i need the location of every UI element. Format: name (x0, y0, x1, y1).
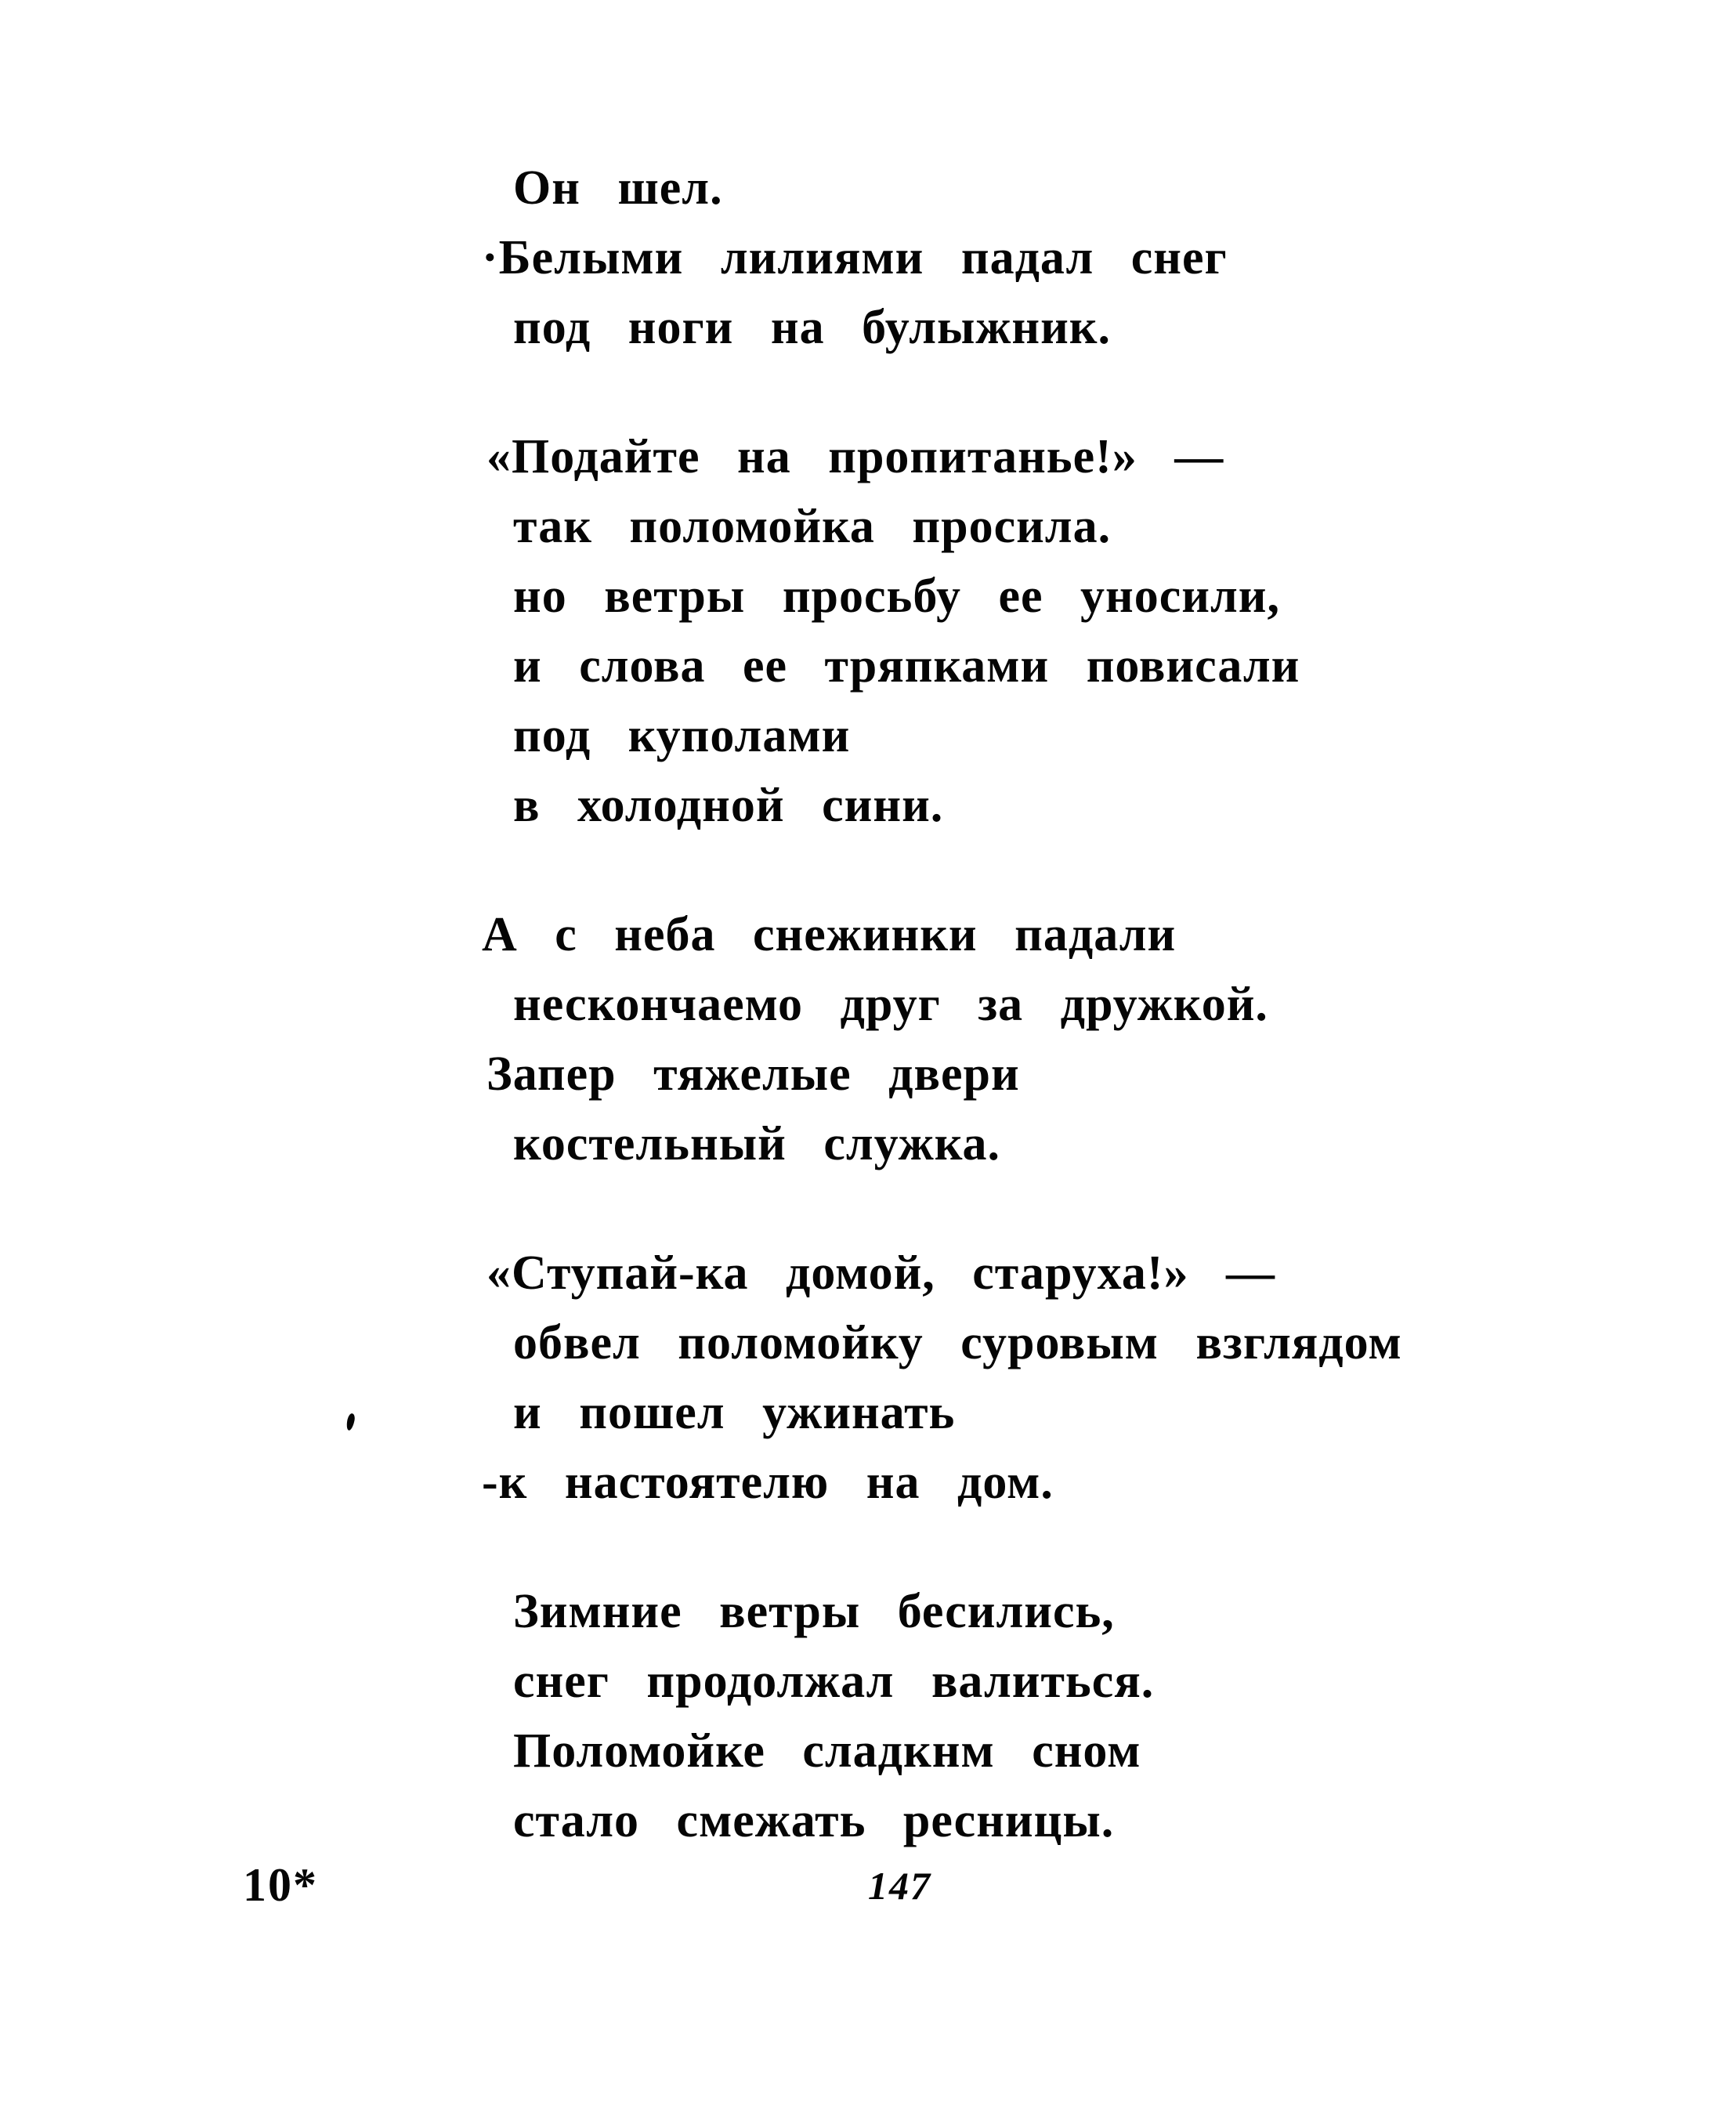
poem-line: в холодной сини. (513, 779, 944, 832)
stanza-1 (482, 154, 1626, 363)
poem-line: обвел поломойку суровым взглядом (513, 1316, 1402, 1369)
poem-line: «Ступай-ка домой, старуха!» — (486, 1246, 1276, 1300)
poem-line: так поломойка просила. (513, 500, 1112, 553)
poem-line: А с неба снежинки падали (482, 908, 1177, 961)
printer-signature-mark: 10* (243, 1859, 318, 1911)
stanza-4 (482, 1239, 1626, 1518)
poem-line: Он шел. (513, 161, 723, 215)
stanza-3 (482, 900, 1626, 1179)
poem-line: Поломойке сладкнм сном (513, 1724, 1141, 1778)
ink-speck (345, 1413, 356, 1431)
poem-line: Запер тяжелые двери (486, 1047, 1020, 1101)
poem-line: стало смежать ресницы. (513, 1794, 1115, 1847)
stanza-5 (513, 1577, 1626, 1856)
poem-line: под ноги на булыжник. (513, 301, 1112, 354)
poem-line: нескончаемо друг за дружкой. (513, 978, 1268, 1031)
poem-line: «Подайте на пропитанье!» — (486, 430, 1224, 483)
stanza-2 (486, 422, 1626, 841)
poem-line: костельный служка. (513, 1117, 1001, 1170)
page-number: 147 (868, 1864, 931, 1908)
poem-line: Зимние ветры бесились, (513, 1585, 1115, 1638)
poem-line: но ветры просьбу ее уносили, (513, 570, 1280, 623)
poem-line: и пошел ужинать (513, 1386, 956, 1439)
poem-line: -к настоятелю на дом. (482, 1456, 1054, 1509)
poem-line: снег продолжал валиться. (513, 1655, 1155, 1708)
poem-line: и слова ее тряпками повисали (513, 639, 1300, 693)
poem-line: ·Белыми лилиями падал снег (482, 231, 1228, 284)
poem (482, 154, 1626, 1916)
poem-line: под куполами (513, 709, 851, 762)
